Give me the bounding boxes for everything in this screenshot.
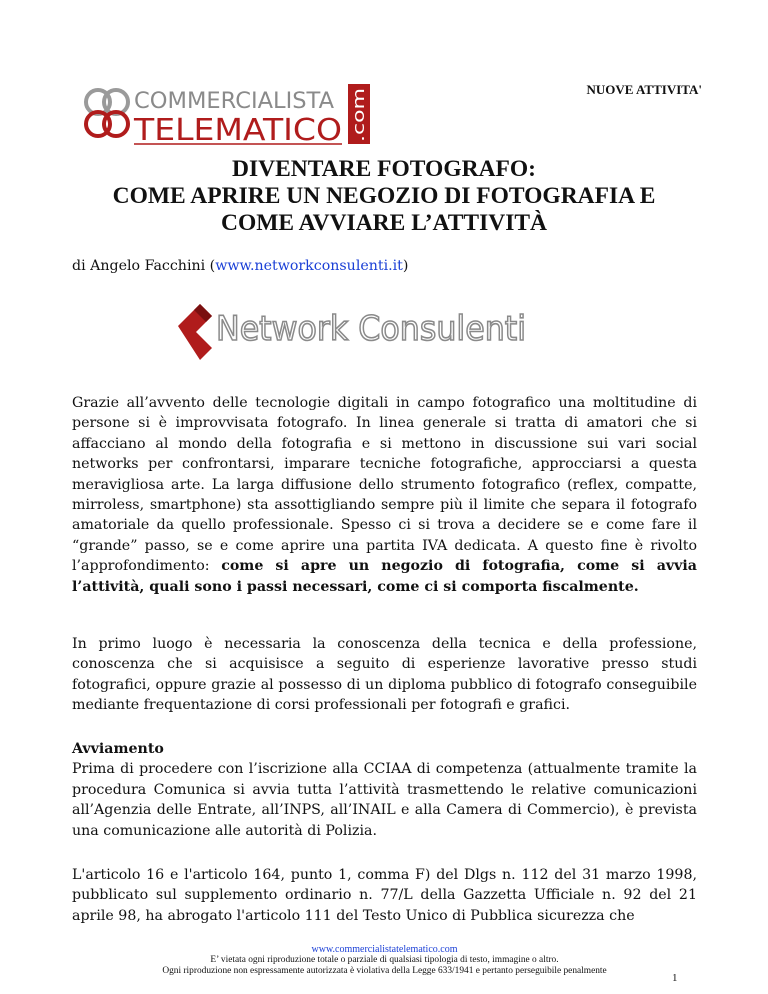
network-consulenti-logo: [172, 296, 532, 360]
footer-url-link[interactable]: www.commercialistatelematico.com: [311, 944, 458, 955]
article-title: DIVENTARE FOTOGRAFO: COME APRIRE UN NEGOZIO DI FOTOGRAFIA E COME AVVIARE L’ATTIVITÀ: [112, 156, 656, 236]
paragraph-avviamento: Avviamento Prima di procedere con l’iscrizione alla CCIAA di competenza (attualmente tramite la procedura Comunica si avvia tutta l’attività trasmettendo le relative comunicazioni all’Agenzia delle Entrate, all’INPS, all’INAIL e alla Camera di Commercio), è prevista una comunicazione alle autorità di Polizia.: [72, 741, 697, 839]
paragraph-intro: Grazie all’avvento delle tecnologie digitali in campo fotografico una moltitudine di persone si è improvvisata fotografo. In linea generale si tratta di amatori che si affacciano al mondo della fotografia e si mettono in discussione sui vari social networks per confrontarsi, imparare tecniche fotografiche, approcciarsi a questa meravigliosa arte. La larga diffusione dello strumento fotografico (reflex, compatte, mirroless, smartphone) sta assottigliando sempre più il limite che separa il fotografo amatoriale da quello professionale. Spesso ci si trova a decidere se e come fare il “grande” passo, se e come aprire una partita IVA dedicata. A questo fine è rivolto l’approfondimento: come si apre un negozio di fotografia, come si avvia l’attività, quali sono i passi necessari, come ci si comporta fiscalmente.: [72, 395, 697, 595]
paragraph-legislation: L'articolo 16 e l'articolo 164, punto 1, comma F) del Dlgs n. 112 del 31 marzo 1998, pubblicato sul supplemento ordinario n. 77/L della Gazzetta Ufficiale n. 92 del 21 aprile 98, ha abrogato l'articolo 111 del Testo Unico di Pubblica sicurezza che: [72, 867, 697, 924]
svg-text:COMMERCIALISTA: COMMERCIALISTA: [134, 89, 334, 114]
footer-copyright-line2: Ogni riproduzione non espressamente autorizzata è violativa della Legge 633/1941 e pertanto perseguibile penalmente: [162, 966, 607, 976]
page-footer: [72, 944, 697, 977]
svg-text:Network Consulenti: Network Consulenti: [216, 309, 526, 349]
commercialista-telematico-logo: [78, 80, 378, 148]
paragraph-requirements: In primo luogo è necessaria la conoscenza della tecnica e della professione, conoscenza che si acquisisce a seguito di esperienze lavorative presso studi fotografici, oppure grazie al possesso di un diploma pubblico di fotografo conseguibile mediante frequentazione di corsi professionali per fotografi e grafici.: [72, 636, 697, 714]
byline: di Angelo Facchini (www.networkconsulenti.it): [72, 258, 409, 274]
author-website-link[interactable]: www.networkconsulenti.it: [215, 258, 403, 274]
section-heading-avviamento: Avviamento: [72, 741, 164, 757]
svg-text:.com: .com: [349, 102, 368, 142]
section-label: NUOVE ATTIVITA': [586, 82, 702, 97]
footer-copyright-line1: E’ vietata ogni riproduzione totale o parziale di qualsiasi tipologia di testo, immagine o altro.: [210, 955, 559, 965]
svg-text:TELEMATICO: TELEMATICO: [132, 113, 342, 148]
page-number: 1: [672, 972, 678, 984]
